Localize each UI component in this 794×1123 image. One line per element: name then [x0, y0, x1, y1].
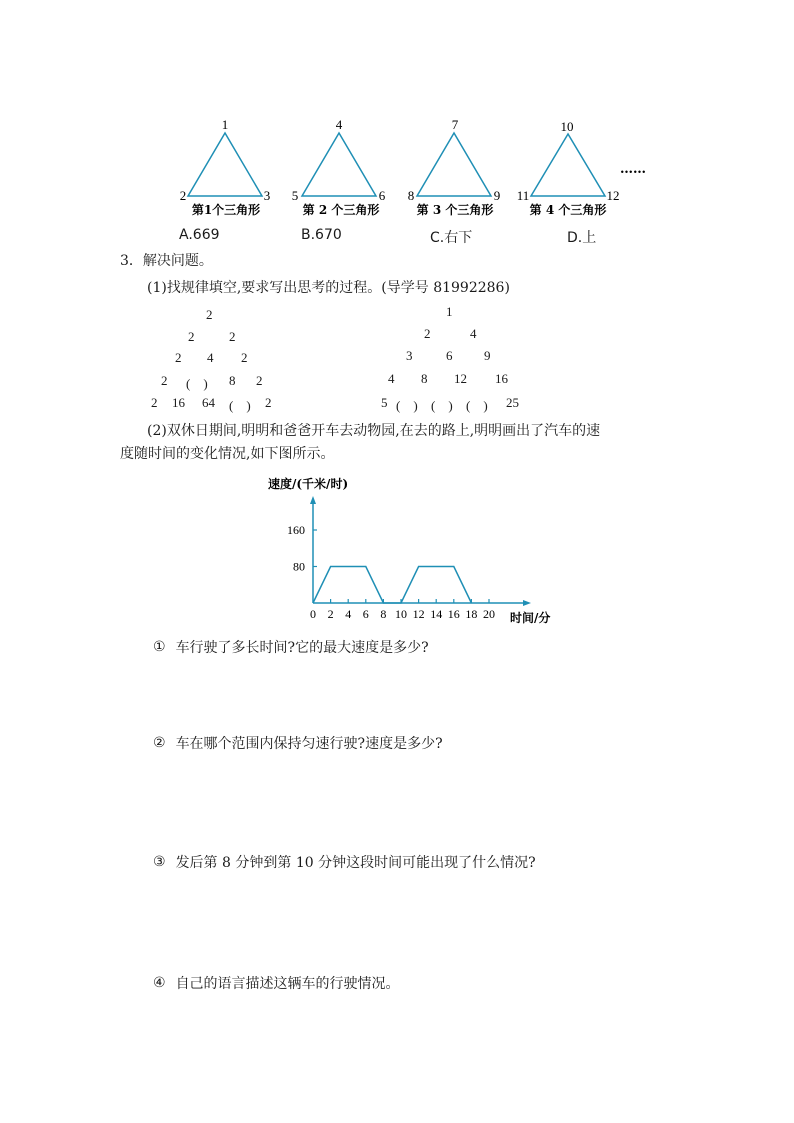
- x-axis-label: 时间/分: [510, 611, 551, 625]
- pyramid-b-cell: 25: [506, 395, 519, 410]
- triangle-3-shape: [417, 133, 491, 196]
- option-c: C.右下: [430, 230, 473, 246]
- pyramid-b-cell: 3: [406, 348, 413, 363]
- sub-question-1-text: 车行驶了多长时间?它的最大速度是多少?: [175, 640, 429, 656]
- y-tick-label: 160: [287, 523, 305, 537]
- pyramid-b-blank: ( ): [466, 398, 488, 413]
- x-tick-label: 6: [362, 607, 369, 621]
- x-tick-label: 10: [395, 607, 407, 621]
- pyramid-a-cell: 2: [265, 395, 272, 410]
- triangle-1-top: 1: [221, 117, 229, 132]
- x-tick-label: 18: [465, 607, 478, 621]
- x-tick-label: 16: [447, 607, 460, 621]
- triangle-2-caption: 第 2 个三角形: [302, 203, 380, 217]
- triangle-4-left: 11: [516, 188, 530, 203]
- sequence-ellipsis: ……: [620, 162, 646, 177]
- pyramid-b-blank: ( ): [431, 398, 453, 413]
- triangle-2-right: 6: [378, 188, 386, 203]
- pyramid-b-cell: 5: [381, 395, 388, 410]
- triangle-1-left: 2: [179, 188, 187, 203]
- question-2-prompt-line1: (2)双休日期间,明明和爸爸开车去动物园,在去的路上,明明画出了汽车的速: [147, 423, 601, 439]
- triangle-4-shape: [531, 134, 605, 196]
- pyramid-a-cell: 2: [256, 373, 263, 388]
- x-tick-label: 4: [345, 607, 352, 621]
- pyramid-a-cell: 2: [206, 307, 213, 322]
- pyramid-b-cell: 2: [424, 326, 431, 341]
- triangle-2-top: 4: [335, 117, 343, 132]
- pyramid-a-cell: 2: [241, 350, 248, 365]
- sub-question-2: [153, 733, 443, 753]
- pyramid-b-cell: 1: [446, 304, 453, 319]
- section-3-title: 3．解决问题。: [120, 253, 213, 269]
- pyramid-a-blank: ( ): [229, 398, 251, 413]
- x-tick-label: 2: [327, 607, 334, 621]
- pyramid-a-cell: 2: [175, 350, 182, 365]
- triangle-1: [180, 117, 271, 217]
- triangle-3-caption: 第 3 个三角形: [416, 203, 494, 217]
- pyramid-a-cell: 2: [151, 395, 158, 410]
- triangle-4-right: 12: [606, 188, 620, 203]
- triangle-3-right: 9: [493, 188, 501, 203]
- pyramid-a-cell: 2: [229, 329, 236, 344]
- triangle-1-shape: [188, 133, 262, 196]
- pyramid-b-cell: 4: [470, 326, 477, 341]
- pyramid-b-cell: 12: [454, 371, 467, 386]
- triangle-2: [292, 117, 386, 217]
- triangle-2-left: 5: [291, 188, 299, 203]
- sub-question-3-marker: ③: [153, 854, 166, 870]
- pyramid-a-cell: 2: [188, 329, 195, 344]
- sub-question-4-text: 自己的语言描述这辆车的行驶情况。: [175, 976, 400, 992]
- speed-series-line: [313, 567, 471, 604]
- y-tick-label: 80: [293, 559, 305, 574]
- triangle-3-left: 8: [407, 188, 415, 203]
- y-axis-arrow: [310, 496, 316, 504]
- option-d: D.上: [567, 230, 597, 246]
- sub-question-3: [153, 852, 536, 872]
- sub-question-4-marker: ④: [153, 975, 166, 991]
- x-tick-label: 8: [380, 607, 387, 621]
- x-axis-arrow: [523, 600, 531, 606]
- pyramid-b-cell: 8: [421, 371, 428, 386]
- pyramid-a-cell: 16: [172, 395, 185, 410]
- sub-question-3-text: 发后第 8 分钟到第 10 分钟这段时间可能出现了什么情况?: [175, 855, 536, 871]
- pyramid-a-cell: 2: [161, 373, 168, 388]
- x-tick-label: 0: [310, 607, 316, 621]
- option-b: B.670: [301, 227, 342, 243]
- pyramid-a-blank: ( ): [186, 376, 208, 391]
- triangle-4-caption: 第 4 个三角形: [529, 203, 607, 217]
- question-2-prompt-line2: 度随时间的变化情况,如下图所示。: [120, 446, 335, 462]
- triangle-4: [517, 119, 620, 217]
- triangle-1-right: 3: [263, 188, 271, 203]
- pyramid-a-cell: 64: [202, 395, 215, 410]
- sub-question-2-text: 车在哪个范围内保持匀速行驶?速度是多少?: [175, 736, 443, 752]
- pyramid-a-cell: 4: [207, 350, 214, 365]
- pyramid-b-cell: 9: [484, 348, 491, 363]
- x-tick-label: 14: [430, 607, 443, 621]
- x-tick-label: 20: [483, 607, 495, 621]
- pyramid-b-cell: 6: [446, 348, 453, 363]
- question-1-prompt: (1)找规律填空,要求写出思考的过程。(导学号 81992286): [147, 280, 510, 296]
- triangle-sequence-figure: [0, 0, 794, 250]
- sub-question-2-marker: ②: [153, 735, 166, 751]
- triangle-2-shape: [302, 133, 376, 196]
- pyramid-a-cell: 8: [229, 373, 236, 388]
- sub-question-1: [153, 637, 429, 657]
- triangle-3: [408, 117, 501, 217]
- y-axis-label: 速度/(千米/时): [268, 477, 349, 491]
- x-tick-label: 12: [412, 607, 425, 621]
- pyramid-b-cell: 16: [495, 371, 508, 386]
- pyramid-b-cell: 4: [388, 371, 395, 386]
- option-a: A.669: [179, 227, 220, 243]
- triangle-1-caption: 第1个三角形: [191, 203, 261, 217]
- triangle-4-top: 10: [560, 119, 574, 134]
- sub-question-1-marker: ①: [153, 639, 166, 655]
- pyramid-b-blank: ( ): [396, 398, 418, 413]
- triangle-3-top: 7: [451, 117, 459, 132]
- sub-question-4: [153, 973, 400, 993]
